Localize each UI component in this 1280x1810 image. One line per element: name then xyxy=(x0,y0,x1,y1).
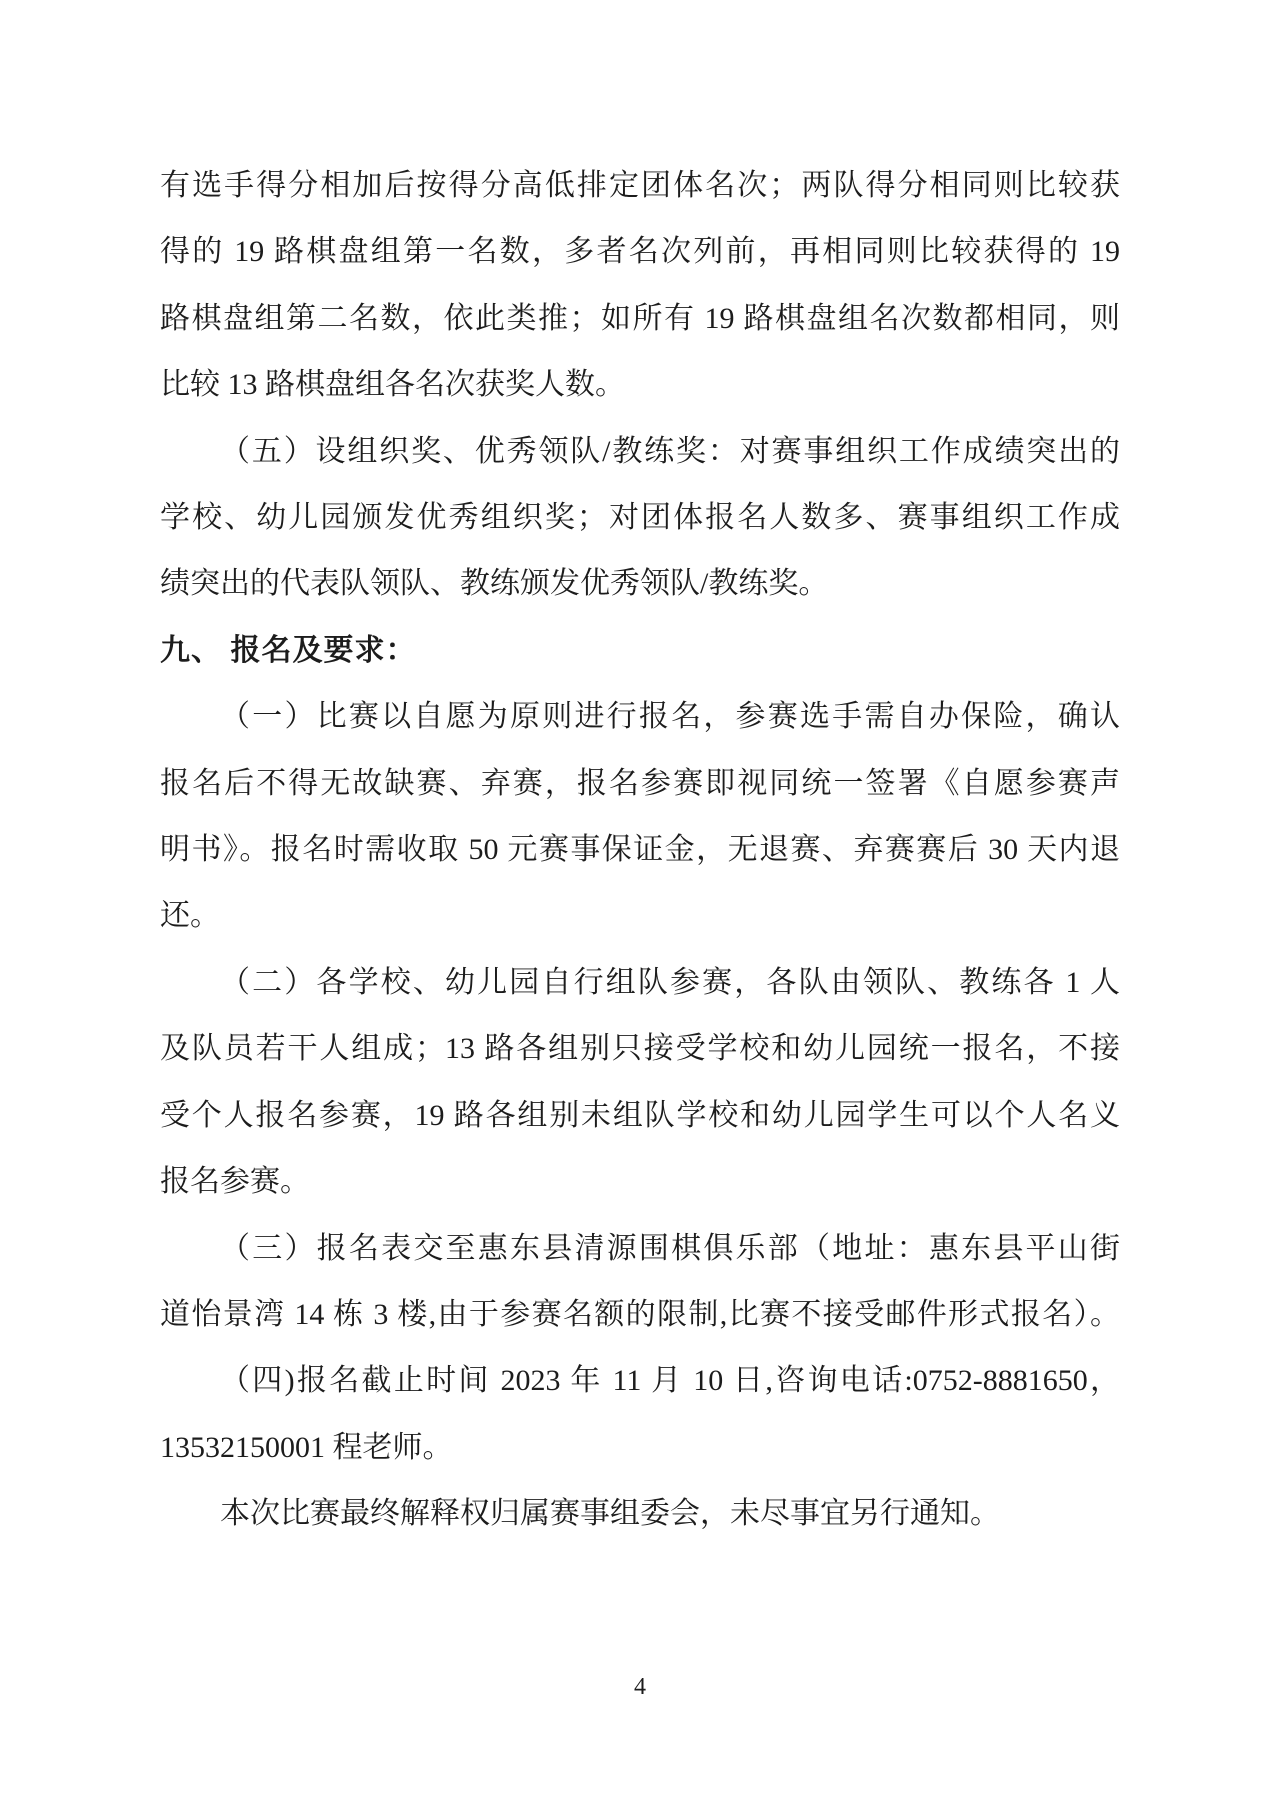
text-line: 有选手得分相加后按得分高低排定团体名次；两队得分相同则比较获 xyxy=(160,169,1120,202)
text-line: 明书》。报名时需收取 50 元赛事保证金，无退赛、弃赛赛后 30 天内退 xyxy=(160,833,1120,867)
section-heading: 九、 报名及要求： xyxy=(160,633,417,667)
text-line: 受个人报名参赛，19 路各组别未组队学校和幼儿园学生可以个人名义 xyxy=(160,1098,1120,1132)
text-line: 及队员若干人组成；13 路各组别只接受学校和幼儿园统一报名，不接 xyxy=(160,1032,1120,1066)
text-line: 比较 13 路棋盘组各名次获奖人数。 xyxy=(160,368,625,402)
text-line: （二）各学校、幼儿园自行组队参赛，各队由领队、教练各 1 人 xyxy=(220,965,1120,999)
text-line: 13532150001 程老师。 xyxy=(160,1430,453,1464)
text-block xyxy=(160,153,1120,1548)
text-line: 学校、幼儿园颁发优秀组织奖；对团体报名人数多、赛事组织工作成 xyxy=(160,501,1120,535)
page-number: 4 xyxy=(634,1674,646,1700)
text-line: 还。 xyxy=(160,899,220,933)
text-line: 路棋盘组第二名数，依此类推；如所有 19 路棋盘组名次数都相同，则 xyxy=(160,301,1120,335)
text-line: 报名后不得无故缺赛、弃赛，报名参赛即视同统一签署《自愿参赛声 xyxy=(160,766,1120,800)
text-line: （一）比赛以自愿为原则进行报名，参赛选手需自办保险，确认 xyxy=(220,700,1120,734)
text-line: 得的 19 路棋盘组第一名数，多者名次列前，再相同则比较获得的 19 xyxy=(160,235,1120,269)
page-footer xyxy=(0,1672,1280,1702)
text-line: 报名参赛。 xyxy=(160,1165,310,1199)
text-line: 本次比赛最终解释权归属赛事组委会，未尽事宜另行通知。 xyxy=(220,1497,1000,1531)
text-line: （三）报名表交至惠东县清源围棋俱乐部（地址：惠东县平山街 xyxy=(220,1231,1120,1265)
text-line: （五）设组织奖、优秀领队/教练奖：对赛事组织工作成绩突出的 xyxy=(220,434,1120,468)
text-line: 道怡景湾 14 栋 3 楼,由于参赛名额的限制,比赛不接受邮件形式报名）。 xyxy=(160,1297,1120,1331)
text-line: （四)报名截止时间 2023 年 11 月 10 日,咨询电话:0752-8881650， xyxy=(220,1364,1120,1398)
text-line: 绩突出的代表队领队、教练颁发优秀领队/教练奖。 xyxy=(160,567,829,601)
